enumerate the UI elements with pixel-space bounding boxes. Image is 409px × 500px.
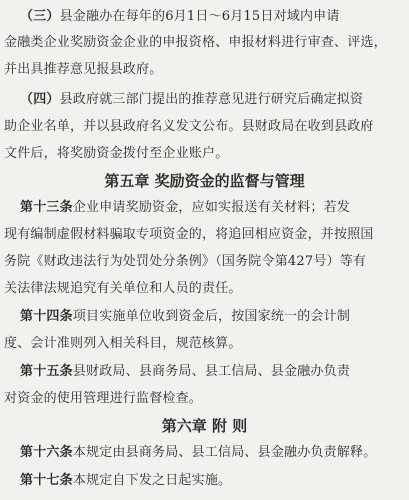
paragraph-line bbox=[20, 308, 407, 325]
paragraph-line bbox=[20, 444, 407, 461]
item-number: （四） bbox=[20, 92, 60, 107]
paragraph-line bbox=[20, 472, 407, 489]
line-text: 企业申请奖励资金，应如实报送有关材料；若发 bbox=[72, 200, 351, 215]
article-number: 第十三条 bbox=[20, 200, 73, 215]
paragraph-line: 文件后，将奖励资金拨付至企业账户。 bbox=[4, 146, 229, 161]
article-number: 第十七条 bbox=[20, 473, 73, 488]
article-number: 第十四条 bbox=[20, 309, 73, 324]
line-text: 本规定自下发之日起实施。 bbox=[72, 473, 232, 488]
paragraph-line: 助企业名单，并以县政府名义发文公布。县财政局在收到县政府 bbox=[4, 119, 374, 134]
paragraph-line: 对资金的使用管理进行监督检查。 bbox=[4, 391, 203, 406]
paragraph-line: 关法律法规追究有关单位和人员的责任。 bbox=[4, 281, 242, 296]
item-number: （三） bbox=[20, 9, 60, 24]
chapter-heading: 第五章 奖励资金的监督与管理 bbox=[104, 172, 305, 190]
chapter-heading: 第六章 附 则 bbox=[161, 417, 248, 435]
paragraph-line: 并出具推荐意见报县政府。 bbox=[4, 62, 163, 77]
line-text: 本规定由县商务局、县工信局、县金融办负责解释。 bbox=[72, 445, 377, 460]
paragraph-line bbox=[20, 8, 407, 25]
line-text: 项目实施单位收到资金后，按国家统一的会计制 bbox=[72, 309, 351, 324]
line-text: 县财政局、县商务局、县工信局、县金融办负责 bbox=[72, 364, 351, 379]
article-number: 第十五条 bbox=[20, 364, 73, 379]
paragraph-line: 金融类企业奖励资金企业的申报资格、申报材料进行审查、评选， bbox=[4, 35, 387, 50]
paragraph-line: 度、会计准则列入相关科目，规范核算。 bbox=[4, 336, 242, 351]
article-number: 第十六条 bbox=[20, 445, 73, 460]
paragraph-line: 务院《财政违法行为处罚处分条例》（国务院令第427号）等有 bbox=[4, 254, 367, 269]
paragraph-line bbox=[20, 91, 407, 108]
line-text: 县金融办在每年的6月1日～6月15日对域内申请 bbox=[59, 9, 340, 24]
paragraph-line: 现有编制虚假材料骗取专项资金的，将追回相应资金，并按照国 bbox=[4, 227, 374, 242]
paragraph-line bbox=[20, 363, 407, 380]
line-text: 县政府就三部门提出的推荐意见进行研究后确定拟资 bbox=[59, 92, 364, 107]
paragraph-line bbox=[20, 199, 407, 216]
